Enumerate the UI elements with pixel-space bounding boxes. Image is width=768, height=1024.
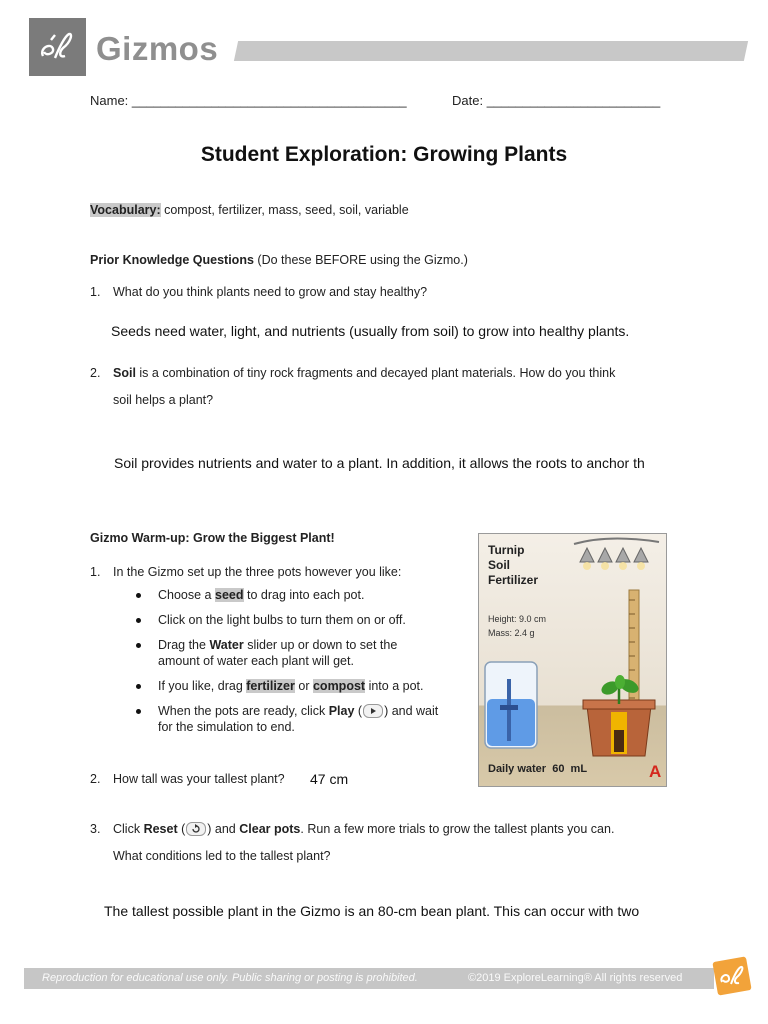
footer-copyright: ©2019 ExploreLearning® All rights reserved	[468, 972, 683, 984]
plant-mass: Mass: 2.4 g	[488, 628, 535, 638]
instruction-text: When the pots are ready, click	[158, 704, 326, 718]
name-field	[90, 93, 407, 108]
plant-pot-icon	[583, 675, 655, 756]
seed-term: seed	[215, 588, 244, 602]
brand-name: Gizmos	[96, 30, 219, 67]
soil-term: Soil	[113, 366, 136, 380]
prior-q2	[113, 365, 683, 381]
soil-type: Soil	[488, 558, 511, 572]
instruction-text: and wait for the simulation to end.	[158, 704, 439, 734]
gizmo-illustration	[479, 534, 666, 786]
vocabulary-label: Vocabulary:	[90, 203, 161, 217]
prior-note: (Do these BEFORE using the Gizmo.)	[257, 253, 468, 267]
prior-q1: What do you think plants need to grow and stay healthy?	[113, 285, 428, 299]
el-logo-icon	[29, 18, 86, 76]
prior-q2-number: 2.	[90, 366, 101, 380]
reset-icon	[186, 822, 206, 836]
prior-a2: Soil provides nutrients and water to a plant. In addition, it allows the roots to anchor th	[114, 455, 645, 471]
date-label: Date:	[452, 93, 484, 108]
clear-pots-term: Clear pots	[239, 822, 301, 836]
explorelearning-footer-logo	[710, 954, 754, 998]
warmup-q2-number: 2.	[90, 772, 101, 786]
instruction-text: If you like, drag	[158, 679, 243, 693]
prior-q2-line2: soil helps a plant?	[113, 393, 214, 407]
name-line: ______________________________________	[131, 93, 407, 108]
warmup-q2: How tall was your tallest plant?	[113, 772, 285, 786]
instruction-play: When the pots are ready, click Play ( ) and wait for the simulation to end.	[132, 703, 442, 735]
explorelearning-logo	[29, 18, 86, 76]
instruction-seed	[132, 587, 442, 603]
warmup-instructions	[132, 587, 442, 744]
play-term: Play	[328, 704, 355, 718]
instruction-light: Click on the light bulbs to turn them on or off.	[132, 612, 442, 628]
seed-type: Turnip	[488, 543, 525, 557]
prior-a1: Seeds need water, light, and nutrients (usually from soil) to grow into healthy plants.	[111, 323, 630, 339]
header-bar	[234, 41, 748, 61]
instruction-fertilizer	[132, 678, 442, 694]
instruction-water	[132, 637, 442, 669]
gizmo-screenshot	[478, 533, 667, 787]
warmup-heading: Gizmo Warm-up: Grow the Biggest Plant!	[90, 531, 335, 545]
prior-knowledge-heading	[90, 252, 468, 268]
prior-q1-number: 1.	[90, 285, 101, 299]
water-term: Water	[209, 638, 244, 652]
vocabulary	[90, 202, 409, 218]
plant-height: Height: 9.0 cm	[488, 614, 547, 624]
date-line: ________________________	[486, 93, 661, 108]
el-logo-icon	[710, 954, 754, 998]
daily-water-readout: Daily water 60 mL	[488, 763, 588, 775]
warmup-q3: Click Reset ( ) and Clear pots. Run a few more trials to grow the tallest plants you can.	[113, 822, 615, 836]
instruction-text: into a pot.	[368, 679, 424, 693]
instruction-text: or	[298, 679, 310, 693]
instruction-text: Choose a	[158, 588, 212, 602]
date-field	[452, 93, 660, 108]
compost-term: compost	[312, 679, 366, 693]
prior-heading-text: Prior Knowledge Questions	[90, 253, 254, 267]
warmup-q1-number: 1.	[90, 565, 101, 579]
warmup-q1: In the Gizmo set up the three pots however you like:	[113, 565, 402, 579]
instruction-text: Drag the	[158, 638, 206, 652]
q3-text: Click	[113, 822, 141, 836]
warmup-q3-number: 3.	[90, 822, 101, 836]
instruction-text: slider up or down to set the amount of water each plant will get.	[158, 638, 398, 668]
prior-q2-text: is a combination of tiny rock fragments and decayed plant materials. How do you think	[139, 366, 616, 380]
warmup-a3: The tallest possible plant in the Gizmo is an 80-cm bean plant. This can occur with two	[104, 903, 640, 919]
warmup-a2: 47 cm	[310, 771, 349, 787]
page-title: Student Exploration: Growing Plants	[200, 143, 568, 166]
q3-text: . Run a few more trials to grow the tallest plants you can.	[300, 822, 615, 836]
pot-label: A	[649, 762, 662, 781]
q3-text: and	[214, 822, 236, 836]
play-icon	[363, 704, 383, 718]
water-beaker-icon	[485, 662, 537, 748]
reset-term: Reset	[143, 822, 178, 836]
vocabulary-terms: compost, fertilizer, mass, seed, soil, variable	[164, 203, 409, 217]
name-label: Name:	[90, 93, 129, 108]
instruction-text: to drag into each pot.	[246, 588, 365, 602]
fertilizer-term: fertilizer	[246, 679, 295, 693]
fertilizer-type: Fertilizer	[488, 573, 539, 587]
footer-disclaimer: Reproduction for educational use only. Public sharing or posting is prohibited.	[42, 972, 418, 984]
light-bulbs-icon	[574, 538, 659, 570]
warmup-q3-line2: What conditions led to the tallest plant?	[113, 849, 331, 863]
